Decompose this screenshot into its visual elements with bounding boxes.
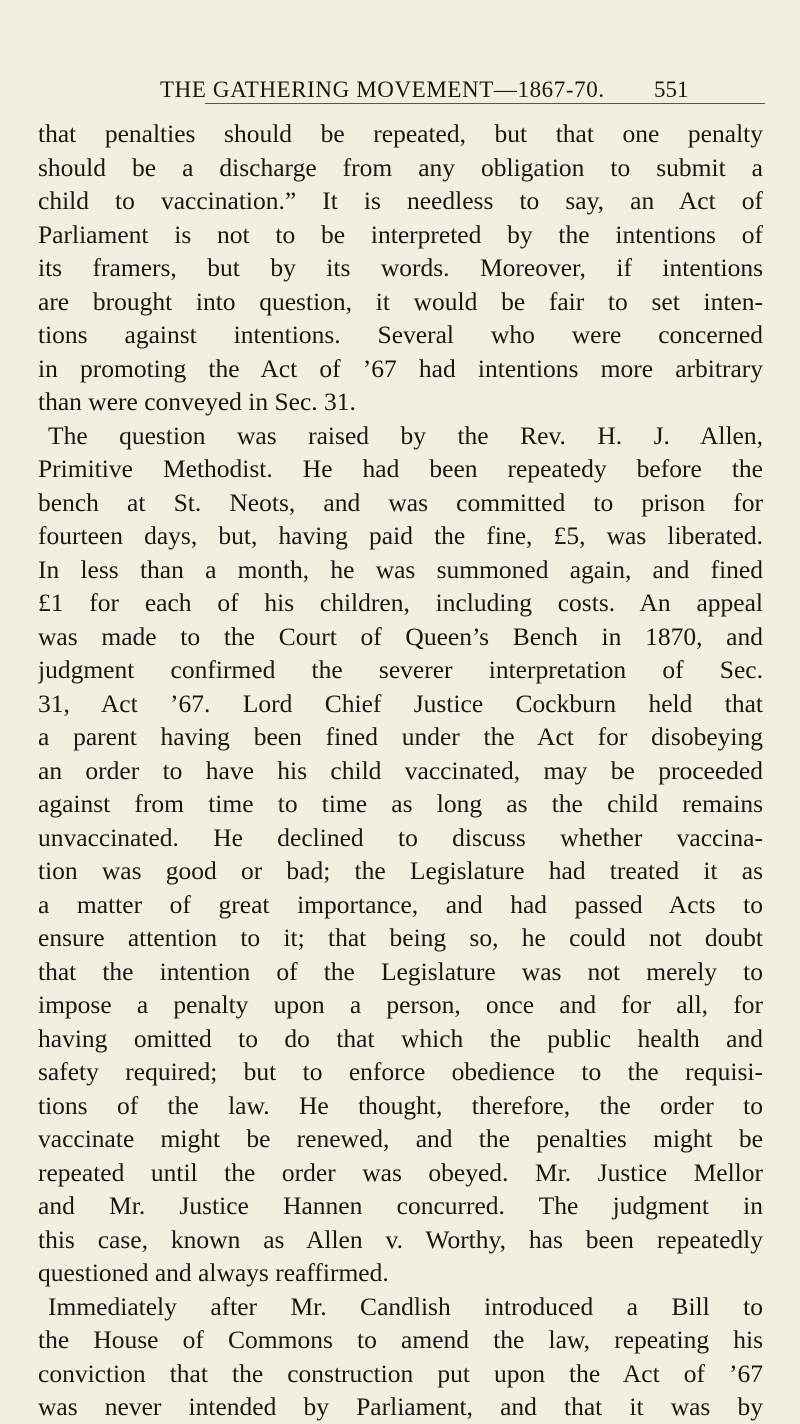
text-line: in promoting the Act of ’67 had intentions more arbitrary	[38, 353, 763, 383]
text-line: bench at St. Neots, and was committed to prison for	[38, 487, 763, 517]
text-line: was never intended by Parliament, and that it was by	[38, 1392, 763, 1421]
text-line: and Mr. Justice Hannen concurred. The judgment in	[38, 1191, 763, 1220]
text-line: impose a penalty upon a person, once and for all, for	[38, 990, 763, 1019]
text-line: an order to have his child vaccinated, may be proceeded	[38, 755, 763, 785]
text-line: its framers, but by its words. Moreover, if intentions	[38, 253, 763, 282]
text-line: Immediately after Mr. Candlish introduced a Bill to	[48, 1291, 763, 1321]
text-line: tions of the law. He thought, therefore, the order to	[38, 1090, 763, 1120]
running-head: THE GATHERING MOVEMENT—1867-70.	[160, 77, 605, 102]
text-line: questioned and always reaffirmed.	[38, 1258, 389, 1287]
text-line: safety required; but to enforce obedience to the requisi-	[38, 1057, 763, 1086]
text-line: this case, known as Allen v. Worthy, has been repeatedly	[38, 1224, 763, 1254]
text-line: against from time to time as long as the child remains	[38, 789, 763, 818]
text-line: are brought into question, it would be fair to set inten-	[38, 286, 763, 316]
text-line: The question was raised by the Rev. H. J. Allen,	[48, 420, 763, 450]
text-line: repeated until the order was obeyed. Mr. Justice Mellor	[38, 1157, 763, 1187]
text-line: child to vaccination.” It is needless to say, an Act of	[38, 186, 763, 215]
text-line: the House of Commons to amend the law, repeating his	[38, 1325, 763, 1354]
text-line: that penalties should be repeated, but that one penalty	[38, 119, 763, 148]
text-line: a matter of great importance, and had passed Acts to	[38, 889, 763, 919]
text-line: £1 for each of his children, including costs. An appeal	[38, 588, 763, 617]
text-line: should be a discharge from any obligation to submit a	[38, 152, 763, 182]
text-line: unvaccinated. He declined to discuss whether vaccina-	[38, 822, 763, 852]
text-line: tion was good or bad; the Legislature had treated it as	[38, 856, 763, 885]
text-line: tions against intentions. Several who were concerned	[38, 320, 763, 349]
text-line: judgment confirmed the severer interpretation of Sec.	[38, 655, 763, 684]
text-line: Primitive Methodist. He had been repeatedy before the	[38, 454, 763, 483]
header-rule	[205, 103, 765, 104]
text-line: having omitted to do that which the public health and	[38, 1023, 763, 1053]
text-line: was made to the Court of Queen’s Bench in 1870, and	[38, 621, 763, 651]
text-line: vaccinate might be renewed, and the penalties might be	[38, 1124, 763, 1153]
text-line: ensure attention to it; that being so, he could not doubt	[38, 923, 763, 952]
text-line: conviction that the construction put upon the Act of ’67	[38, 1358, 763, 1388]
text-line: Parliament is not to be interpreted by the intentions of	[38, 219, 763, 249]
text-line: In less than a month, he was summoned again, and fined	[38, 554, 763, 584]
text-line: than were conveyed in Sec. 31.	[38, 387, 356, 416]
text-line: fourteen days, but, having paid the fine, £5, was liberated.	[38, 521, 763, 550]
text-line: 31, Act ’67. Lord Chief Justice Cockburn held that	[38, 688, 763, 718]
page-number: 551	[654, 77, 689, 102]
text-line: that the intention of the Legislature was not merely to	[38, 956, 763, 986]
body-text	[38, 117, 763, 1424]
text-line: a parent having been fined under the Act for disobeying	[38, 722, 763, 751]
